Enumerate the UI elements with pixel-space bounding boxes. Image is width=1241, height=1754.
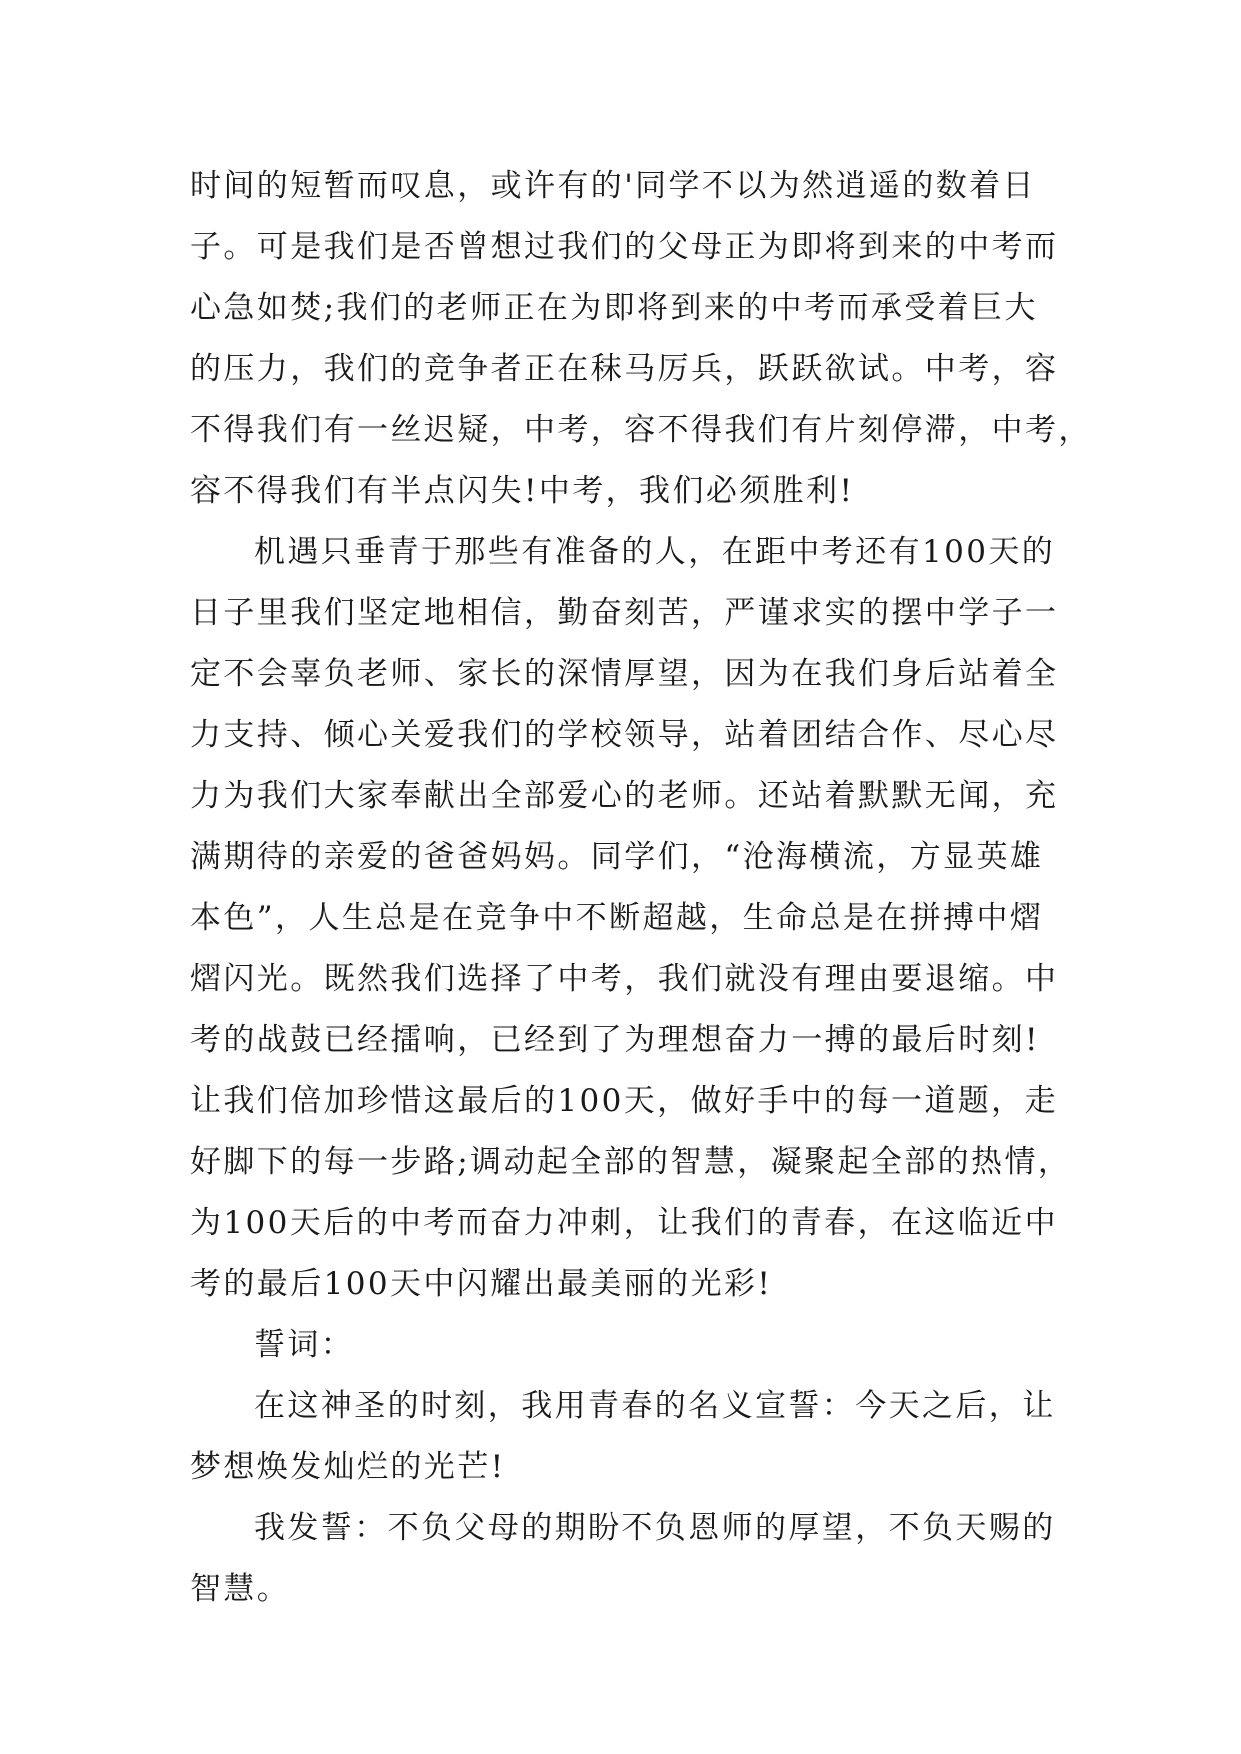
text-line: 时间的短暂而叹息，或许有的'同学不以为然逍遥的数着日 [190,168,1036,204]
text-line: 梦想焕发灿烂的光芒! [190,1449,506,1485]
text-line: 容不得我们有半点闪失!中考，我们必须胜利! [190,473,855,509]
text-line: 力为我们大家奉献出全部爱心的老师。还站着默默无闻，充 [190,778,1059,814]
text-line: 在这神圣的时刻，我用青春的名义宣誓：今天之后，让 [254,1388,1056,1424]
text-line: 不得我们有一丝迟疑，中考，容不得我们有片刻停滞，中考， [190,412,1092,448]
text-line: 好脚下的每一步路;调动起全部的智慧，凝聚起全部的热情， [190,1144,1072,1180]
paragraph-oath-heading [190,1315,1050,1376]
paragraph-oath-2 [190,1498,1056,1620]
paragraph-continuation [190,156,1092,522]
text-line: 机遇只垂青于那些有准备的人，在距中考还有100天的 [254,534,1056,570]
text-line: 日子里我们坚定地相信，勤奋刻苦，严谨求实的摆中学子一 [190,595,1059,631]
text-line: 心急如焚;我们的老师正在为即将到来的中考而承受着巨大 [190,290,1038,326]
text-line: 满期待的亲爱的爸爸妈妈。同学们，“沧海横流，方显英雄 [190,839,1044,875]
text-line: 考的最后100天中闪耀出最美丽的光彩! [190,1266,773,1302]
text-line: 为100天后的中考而奋力冲刺，让我们的青春，在这临近中 [190,1205,1058,1241]
paragraph-oath-1 [190,1376,1056,1498]
text-line: 本色”，人生总是在竞争中不断超越，生命总是在拼搏中熠 [190,900,1044,936]
text-line: 定不会辜负老师、家长的深情厚望，因为在我们身后站着全 [190,656,1059,692]
text-line: 让我们倍加珍惜这最后的100天，做好手中的每一道题，走 [190,1083,1058,1119]
document-body [190,156,1092,1620]
text-line: 子。可是我们是否曾想过我们的父母正为即将到来的中考而 [190,229,1059,265]
oath-heading: 誓词： [254,1327,355,1363]
text-line: 的压力，我们的竞争者正在秣马厉兵，跃跃欲试。中考，容 [190,351,1059,387]
text-line: 熠闪光。既然我们选择了中考，我们就没有理由要退缩。中 [190,961,1059,997]
text-line: 力支持、倾心关爱我们的学校领导，站着团结合作、尽心尽 [190,717,1059,753]
text-line: 智慧。 [190,1571,291,1607]
text-line: 我发誓：不负父母的期盼不负恩师的厚望，不负天赐的 [254,1510,1056,1546]
text-line: 考的战鼓已经擂响，已经到了为理想奋力一搏的最后时刻! [190,1022,1040,1058]
paragraph-opportunity [190,522,1072,1315]
